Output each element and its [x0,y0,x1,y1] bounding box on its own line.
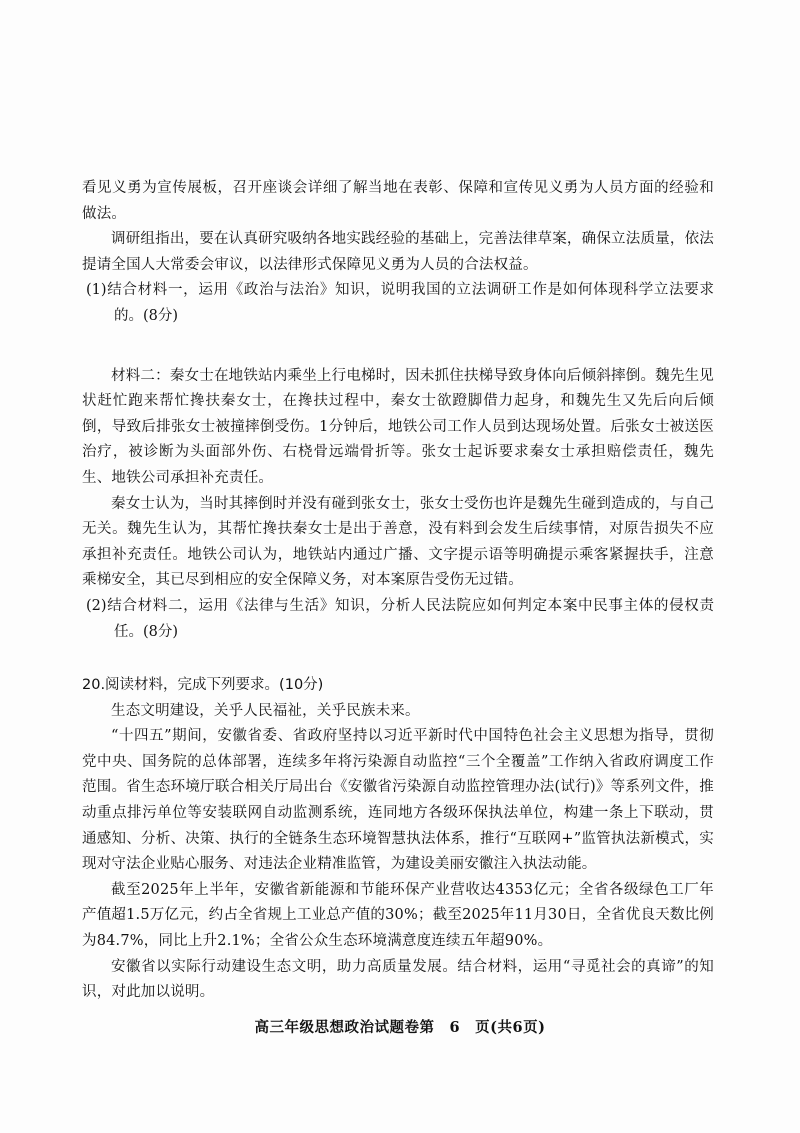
question-20-title: 20.阅读材料，完成下列要求。(10分) [82,677,324,694]
material-three-policy: “十四五”期间，安徽省委、省政府坚持以习近平新时代中国特色社会主义思想为指导，贯彻党中央、国务院的总体部署，连续多年将污染源自动监控“三个全覆盖”工作纳入省政府调度工作范围。省生态环境厅联合相关厅局出台《安徽省污染源自动监控管理办法(试行)》等系列文件，推动重点排污单位等安装联网自动监测系统，连同地方各级环保执法单位，构建一条上下联动，贯通感知、分析、决策、执行的全链条生态环境智慧执法体系，推行“互联网+”监管执法新模式，实现对守法企业贴心服务、对违法企业精准监管，为建设美丽安徽注入执法动能。 [82,728,714,873]
material-three-stats: 截至2025年上半年，安徽省新能源和节能环保产业营收达4353亿元；全省各级绿色工厂年产值超1.5万亿元，约占全省规上工业总产值的30%；截至2025年11月30日，全省优良天数比例为84.7%，同比上升2.1%；全省公众生态环境满意度连续五年超90%。 [82,881,714,950]
material-two-positions: 秦女士认为，当时其摔倒时并没有碰到张女士，张女士受伤也许是魏先生碰到造成的，与自己无关。魏先生认为，其帮忙搀扶秦女士是出于善意，没有料到会发生后续事情，对原告损失不应承担补充责任。地铁公司认为，地铁站内通过广播、文字提示语等明确提示乘客紧握扶手，注意乘梯安全，其已尽到相应的安全保障义务，对本案原告受伤无过错。 [82,495,714,589]
question-19-2: (2)结合材料二，运用《法律与生活》知识，分析人民法院应如何判定本案中民事主体的侵权责任。(8分) [86,597,714,640]
material-three-intro: 生态文明建设，关乎人民福祉，关乎民族未来。 [111,702,420,719]
material-one-conclusion: 调研组指出，要在认真研究吸纳各地实践经验的基础上，完善法律草案，确保立法质量，依法提请全国人大常委会审议，以法律形式保障见义勇为人员的合法权益。 [82,231,714,273]
material-one-continuation: 看见义勇为宣传展板，召开座谈会详细了解当地在表彰、保障和宣传见义勇为人员方面的经验和做法。 [82,180,714,222]
answer-space [82,330,714,364]
question-20-prompt: 安徽省以实际行动建设生态文明，助力高质量发展。结合材料，运用“寻觅社会的真谛”的知识，对此加以说明。 [82,958,714,1001]
page-footer: 高三年级思想政治试题卷第 6 页(共6页) [254,1019,546,1036]
question-19-1: (1)结合材料一，运用《政治与法治》知识，说明我国的立法调研工作是如何体现科学立法要求的。(8分) [86,282,714,324]
answer-space [82,645,714,673]
page-content [82,176,714,1006]
material-two-case: 材料二：秦女士在地铁站内乘坐上行电梯时，因未抓住扶梯导致身体向后倾斜摔倒。魏先生见状赶忙跑来帮忙搀扶秦女士，在搀扶过程中，秦女士欲蹬脚借力起身，和魏先生又先后向后倾倒，导致后排张女士被撞摔倒受伤。1分钟后，地铁公司工作人员到达现场处置。后张女士被送医治疗，被诊断为头面部外伤、右桡骨远端骨折等。张女士起诉要求秦女士承担赔偿责任，魏先生、地铁公司承担补充责任。 [82,367,714,486]
